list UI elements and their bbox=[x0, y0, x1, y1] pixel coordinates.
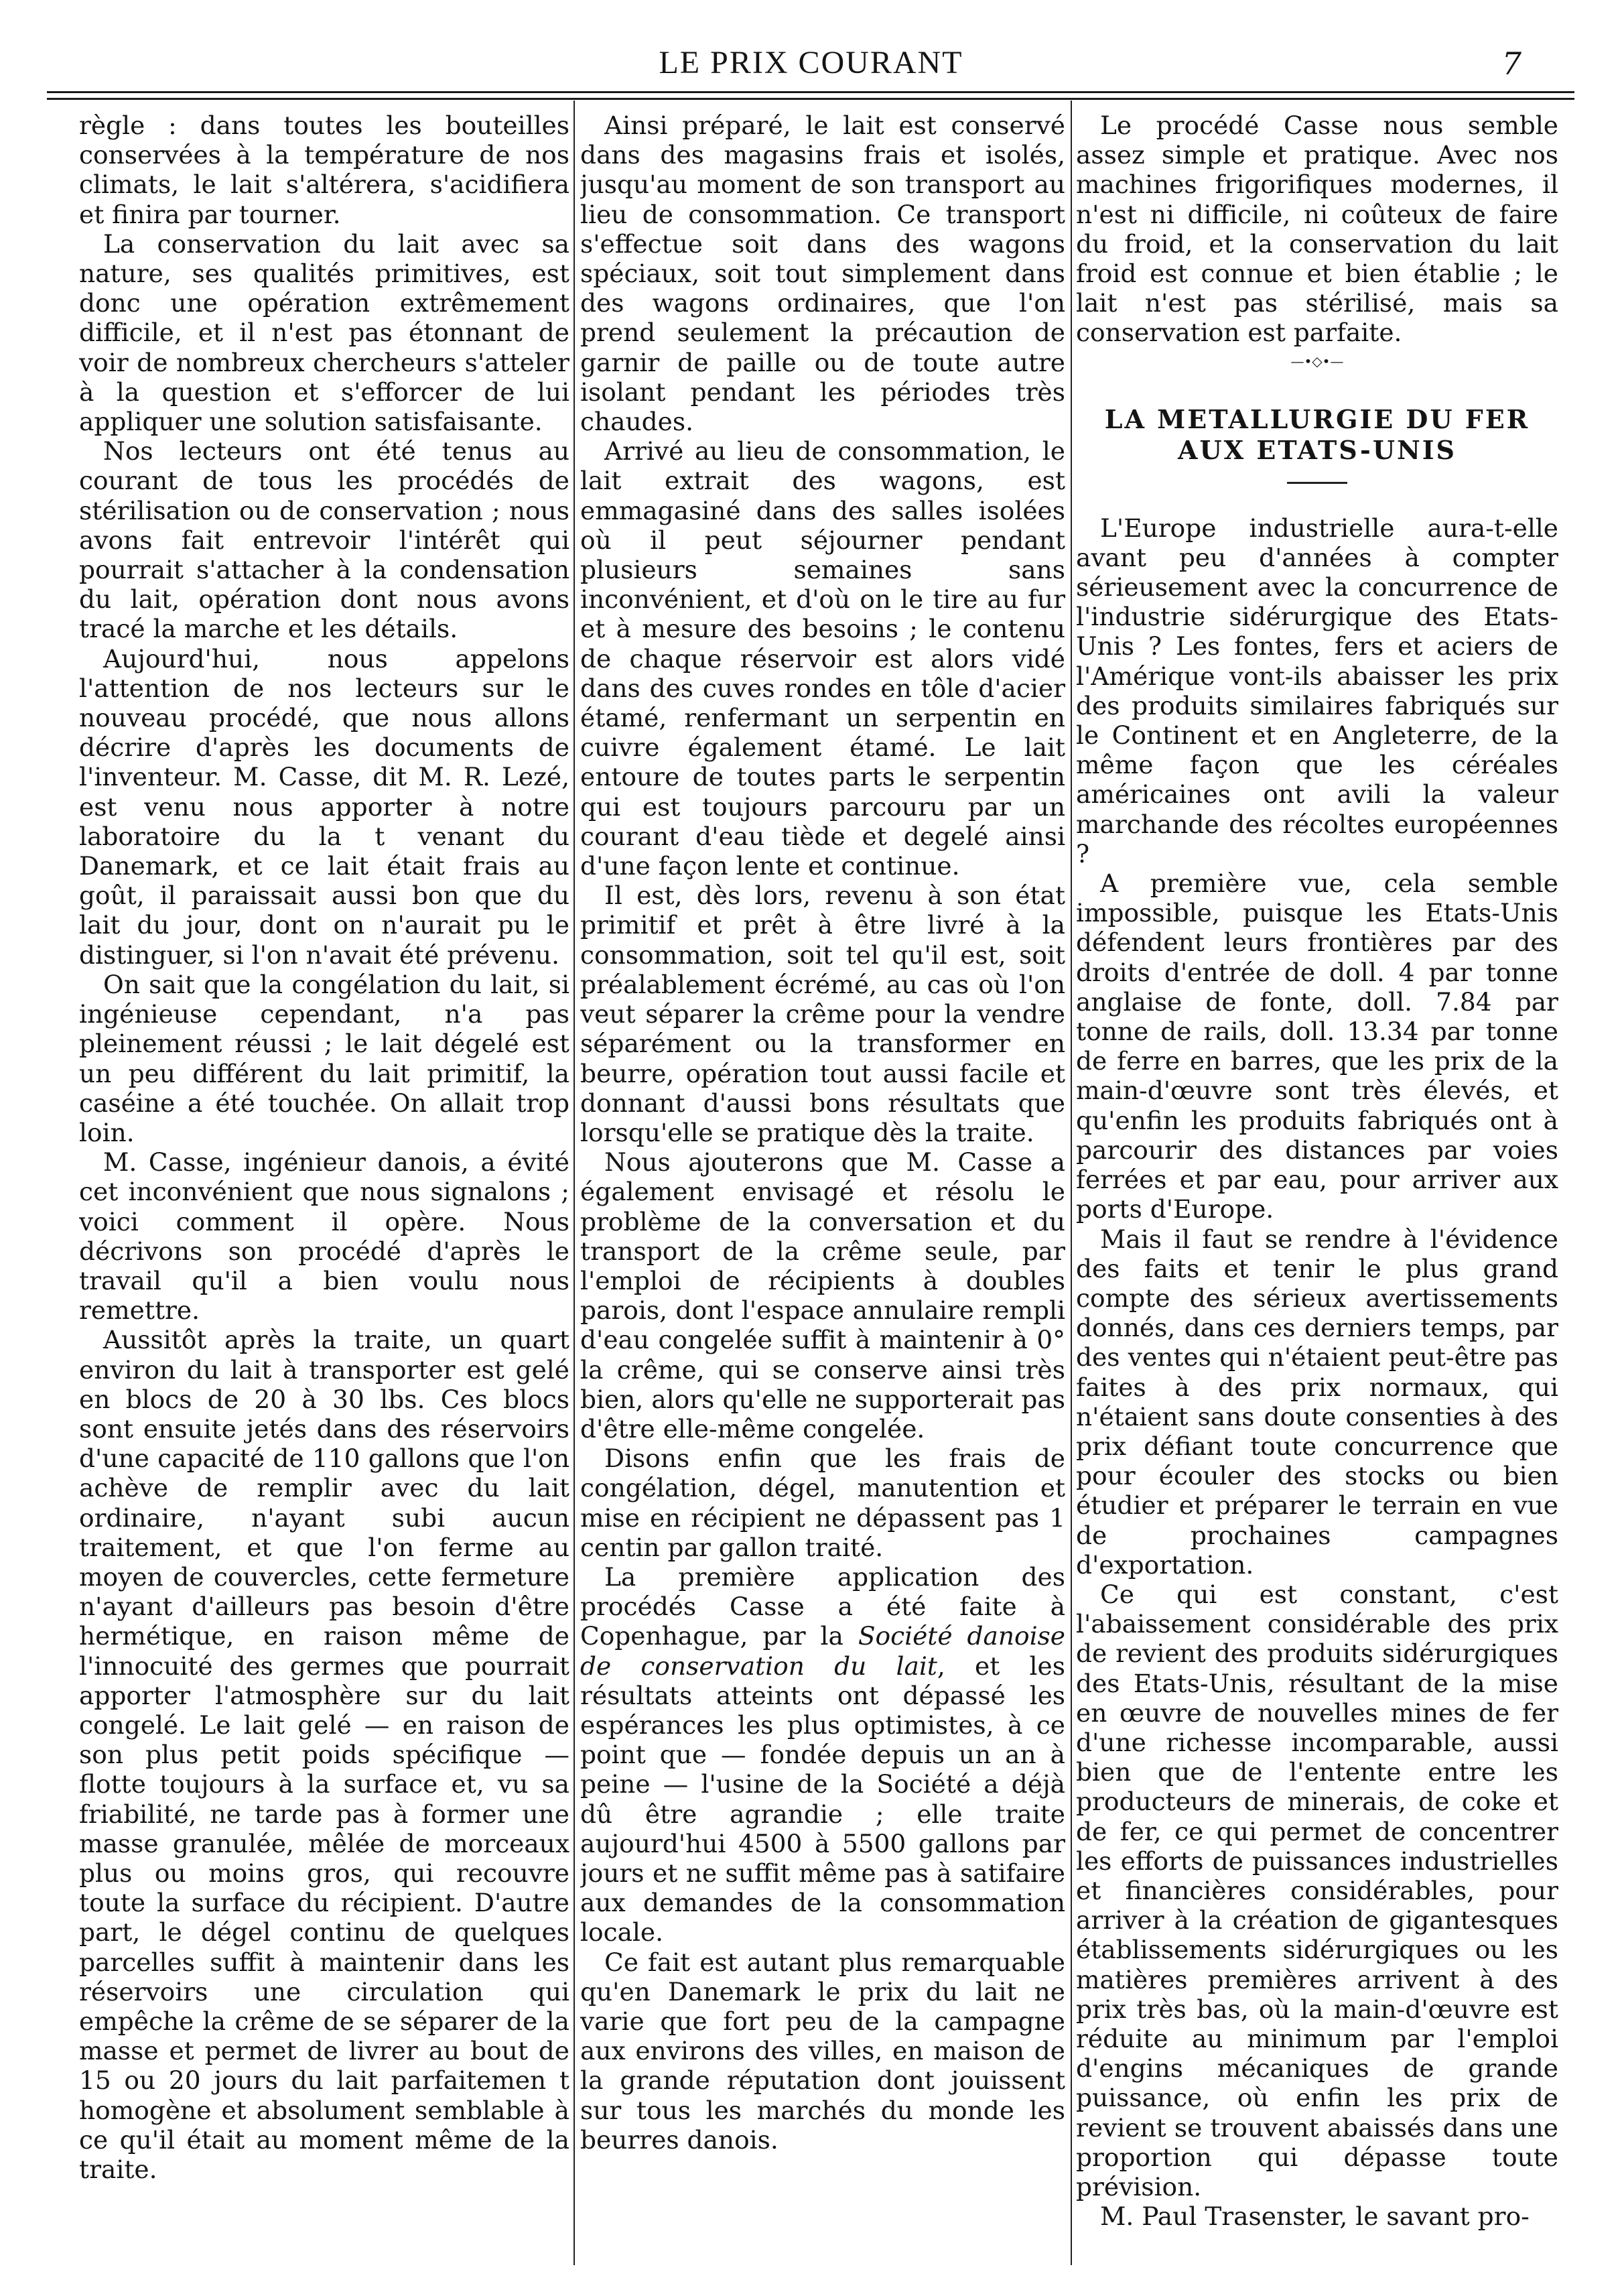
title-divider bbox=[1287, 482, 1347, 484]
paragraph: règle : dans toutes les bouteilles conservées à la température de nos climats, le lait s'altérera, s'acidifiera et finira par tourner. bbox=[79, 111, 569, 229]
paragraph: M. Casse, ingénieur danois, a évité cet inconvénient que nous signalons ; voici comment il opère. Nous décrivons son procédé d'après le travail qu'il a bien voulu nous remettre. bbox=[79, 1147, 569, 1326]
paragraph-text: La première application des procédés Casse a été faite à Copenhague, par la bbox=[580, 1561, 1065, 1651]
paragraph: Aujourd'hui, nous appelons l'attention de nos lecteurs sur le nouveau procédé, que nous allons décrire d'après les documents de l'inventeur. M. Casse, dit M. R. Lezé, est venu nous apporter à notre laboratoire du la t venant du Danemark, et ce lait était frais au goût, il paraissait aussi bon que du lait du jour, dont on n'aurait pu le distinguer, si l'on n'avait été prévenu. bbox=[79, 643, 569, 970]
section-ornament: —•◇•— bbox=[1290, 353, 1344, 369]
paragraph: Arrivé au lieu de consommation, le lait extrait des wagons, est emmagasiné dans des salles isolées où il peut séjourner pendant plusieurs semaines sans inconvénient, et d'où on le tire au fur et à mesure des besoins ; le contenu de chaque réservoir est alors vidé dans des cuves rondes en tôle d'acier étamé, renfermant un serpentin en cuivre également étamé. Le lait entoure de toutes parts le serpentin qui est toujours parcouru par un courant d'eau tiède et degelé ainsi d'une façon lente et continue. bbox=[580, 436, 1065, 881]
journal-title: LE PRIX COURANT bbox=[659, 45, 963, 80]
society-name: Société danoise de conservation du lait bbox=[580, 1621, 1065, 1681]
paragraph: La conservation du lait avec sa nature, ses qualités primitives, est donc une opération extrêmement difficile, et il n'est pas étonnant de voir de nombreux chercheurs s'atteler à la question et s'efforcer de lui appliquer une solution satisfaisante. bbox=[79, 229, 569, 437]
paragraph: Mais il faut se rendre à l'évidence des faits et tenir le plus grand compte des sérieux avertissements donnés, dans ces derniers temps, par des ventes qui n'étaient peut-être pas faites à des prix normaux, qui n'étaient sans doute consenties à des prix défiant toute concurrence que pour écouler des stocks ou bien étudier et préparer le terrain en vue de prochaines campagnes d'exportation. bbox=[1076, 1224, 1558, 1580]
paragraph-text: , et les résultats atteints ont dépassé les espérances les plus optimistes, à ce point que — fondée depuis un an à peine — l'usine de la Société a déjà dû être agrandie ; elle traite aujourd'hui 4500 à 5500 gallons par jours et ne suffit même pas à satifaire aux demandes de la consommation locale. bbox=[580, 1651, 1065, 1948]
paragraph: Nous ajouterons que M. Casse a également envisagé et résolu le problème de la conversation et du transport de la crême seule, par l'emploi de récipients à doubles parois, dont l'espace annulaire rempli d'eau congelée suffit à maintenir à 0° la crême, qui se conserve ainsi très bien, alors qu'elle ne supporterait pas d'être elle-même congelée. bbox=[580, 1147, 1065, 1444]
column-divider-1 bbox=[573, 101, 575, 2265]
paragraph: Nos lecteurs ont été tenus au courant de tous les procédés de stérilisation ou de conservation ; nous avons fait entrevoir l'intérêt qui pourrait s'attacher à la condensation du lait, opération dont nous avons tracé la marche et les détails. bbox=[79, 436, 569, 644]
header-rule-top bbox=[47, 91, 1574, 93]
paragraph: On sait que la congélation du lait, si ingénieuse cependant, n'a pas pleinement réussi ; le lait dégelé est un peu différent du lait primitif, la caséine a été touchée. On allait trop loin. bbox=[79, 969, 569, 1147]
paragraph: A première vue, cela semble impossible, puisque les Etats-Unis défendent leurs frontières par des droits d'entrée de doll. 4 par tonne anglaise de fonte, doll. 7.84 par tonne de rails, doll. 13.34 par tonne de ferre en barres, que les prix de la main-d'œuvre sont très élevés, et qu'enfin les produits fabriqués ont à parcourir des distances par voies ferrées et par eau, pour arriver aux ports d'Europe. bbox=[1076, 869, 1558, 1224]
paragraph: L'Europe industrielle aura-t-elle avant peu d'années à compter sérieusement avec la concurrence de l'industrie sidérurgique des Etats-Unis ? Les fontes, fers et aciers de l'Amérique vont-ils abaisser les prix des produits similaires fabriqués sur le Continent et en Angleterre, de la même façon que les céréales américaines ont avili la valeur marchande des récoltes européennes ? bbox=[1076, 513, 1558, 869]
paragraph bbox=[580, 1562, 1065, 1948]
header-rule-bottom bbox=[47, 98, 1574, 100]
paragraph: Disons enfin que les frais de congélation, dégel, manutention et mise en récipient ne dépassent pas 1 centin par gallon traité. bbox=[580, 1444, 1065, 1562]
paragraph: Il est, dès lors, revenu à son état primitif et prêt à être livré à la consommation, soit tel qu'il est, soit préalablement écrémé, au cas où l'on veut séparer la crême pour la vendre séparément ou la transformer en beurre, opération tout aussi facile et donnant d'aussi bons résultats que lorsqu'elle se pratique dès la traite. bbox=[580, 881, 1065, 1147]
article-title: LA METALLURGIE DU FER AUX ETATS-UNIS bbox=[1104, 403, 1530, 465]
paragraph: Ainsi préparé, le lait est conservé dans des magasins frais et isolés, jusqu'au moment de son transport au lieu de consommation. Ce transport s'effectue soit dans des wagons spéciaux, soit tout simplement dans des wagons ordinaires, que l'on prend seulement la précaution de garnir de paille ou de toute autre isolant pendant les périodes très chaudes. bbox=[580, 111, 1065, 437]
paragraph: Ce fait est autant plus remarquable qu'en Danemark le prix du lait ne varie que fort peu de la campagne aux environs des villes, en maison de la grande réputation dont jouissent sur tous les marchés du monde les beurres danois. bbox=[580, 1947, 1065, 2155]
page-header bbox=[0, 39, 1622, 86]
column-3 bbox=[1076, 111, 1558, 2262]
paragraph: Le procédé Casse nous semble assez simple et pratique. Avec nos machines frigorifiques modernes, il n'est ni difficile, ni coûteux de faire du froid, et la conservation du lait froid est connue et bien établie ; le lait n'est pas stérilisé, mais sa conservation est parfaite. bbox=[1076, 111, 1558, 348]
column-divider-2 bbox=[1071, 101, 1072, 2265]
paragraph: Ce qui est constant, c'est l'abaissement considérable des prix de revient des produits sidérurgiques des Etats-Unis, résultant de la mise en œuvre de nouvelles mines de fer d'une richesse incomparable, aussi bien que de l'entente entre les producteurs de minerais, de coke et de fer, ce qui permet de concentrer les efforts de puissances industrielles et financières considérables, pour arriver à la création de gigantesques établissements sidérurgiques ou les matières premières arrivent à des prix très bas, où la main-d'œuvre est réduite au minimum par l'emploi d'engins mécaniques de grande puissance, où enfin les prix de revient se trouvent abaissés dans une proportion qui dépasse toute prévision. bbox=[1076, 1579, 1558, 2202]
column-2 bbox=[580, 111, 1065, 2262]
column-1 bbox=[79, 111, 569, 2262]
paragraph: M. Paul Trasenster, le savant pro- bbox=[1100, 2202, 1530, 2232]
page-number: 7 bbox=[1501, 46, 1522, 82]
paragraph: Aussitôt après la traite, un quart environ du lait à transporter est gelé en blocs de 20 à 30 lbs. Ces blocs sont ensuite jetés dans des réservoirs d'une capacité de 110 gallons que l'on achève de remplir avec du lait ordinaire, n'ayant subi aucun traitement, et que l'on ferme au moyen de couvercles, cette fermeture n'ayant d'ailleurs pas besoin d'être hermétique, en raison même de l'innocuité des germes que pourrait apporter l'atmosphère sur du lait congelé. Le lait gelé — en raison de son plus petit poids spécifique — flotte toujours à la surface et, vu sa friabilité, ne tarde pas à former une masse granulée, mêlée de morceaux plus ou moins gros, qui recouvre toute la surface du récipient. D'autre part, le dégel continu de quelques parcelles suffit à maintenir dans les réservoirs une circulation qui empêche la crême de se séparer de la masse et permet de livrer au bout de 15 ou 20 jours du lait parfaitemen t homogène et absolument semblable à ce qu'il était au moment même de la traite. bbox=[79, 1325, 569, 2185]
